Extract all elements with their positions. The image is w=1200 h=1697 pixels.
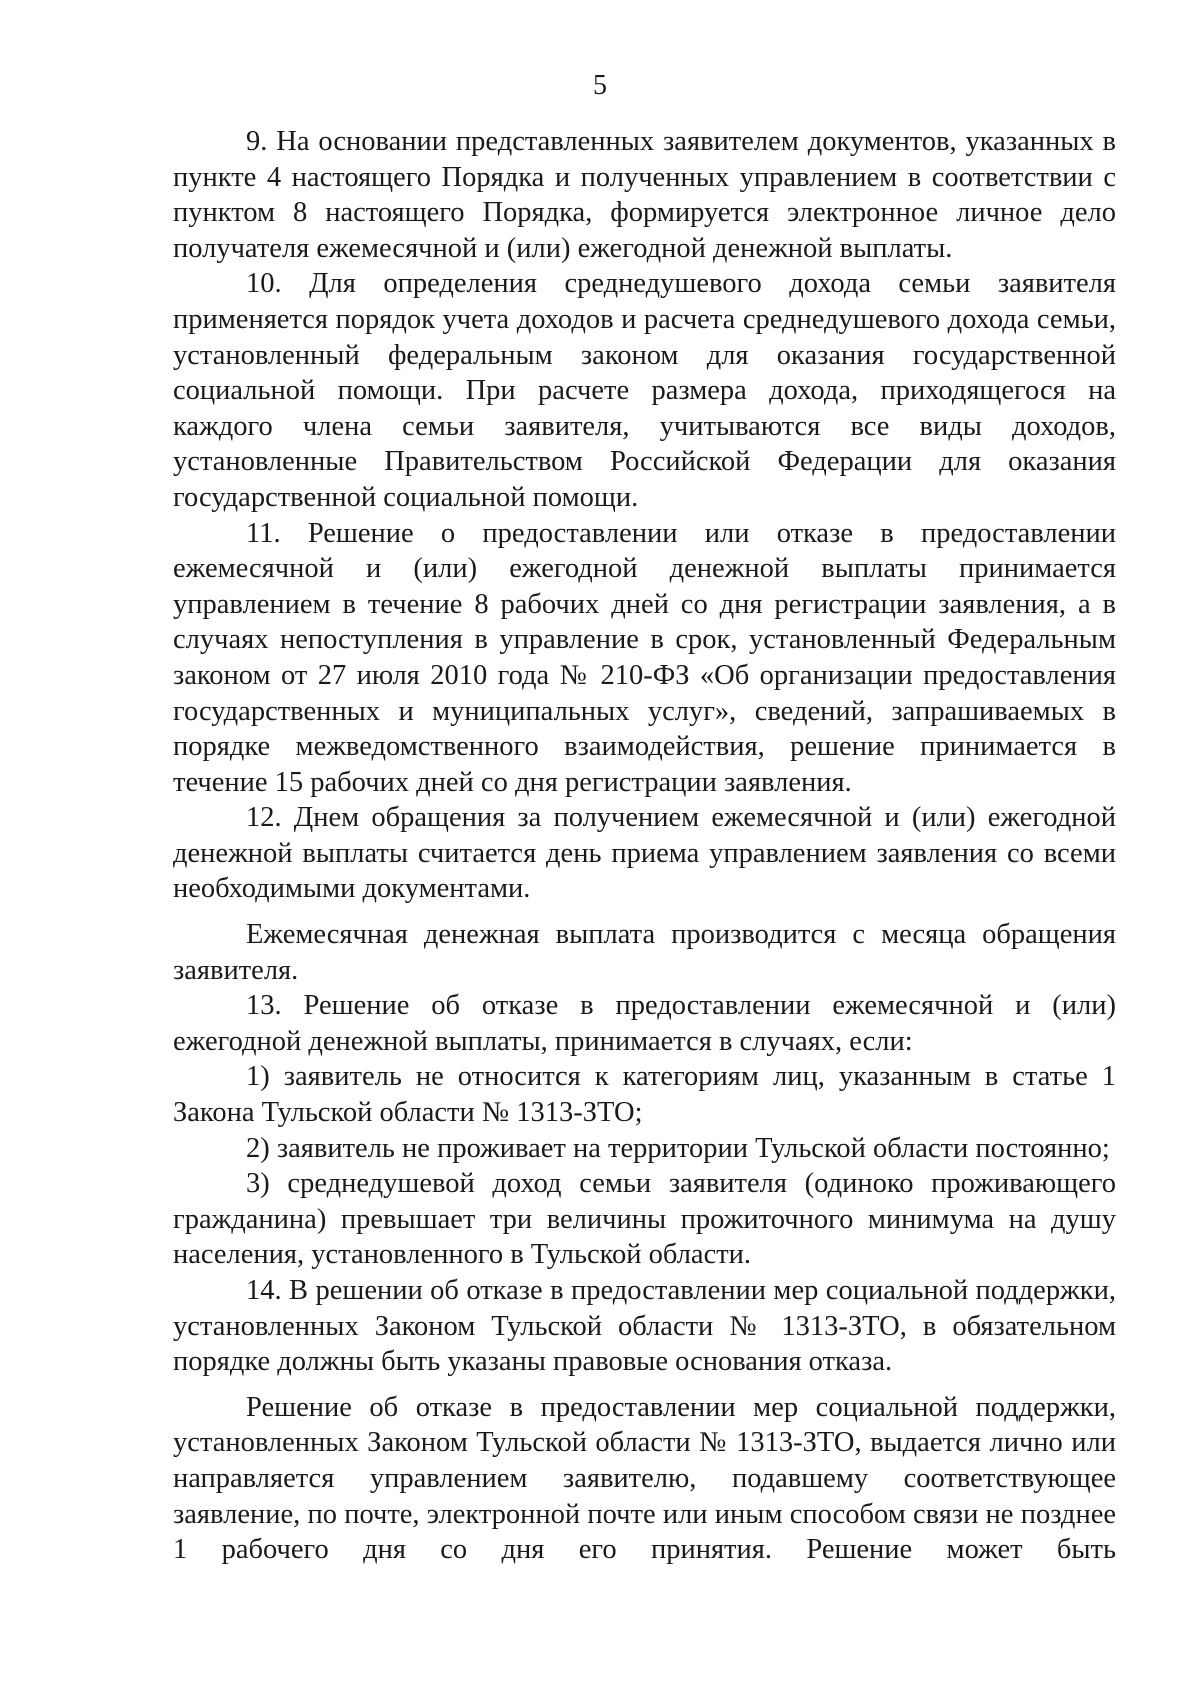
paragraph-13-item-2: 2) заявитель не проживает на территории Тульской области постоянно; xyxy=(246,1132,1110,1164)
paragraph-11: 11. Решение о предоставлении или отказе в предоставлении ежемесячной и (или) ежегодной денежной выплаты принимается управлением в течение 8 рабочих дней со дня регистрации заявления, а в случаях непоступления в управление в срок, установленный Федеральным законом от 27 июля 2010 года № 210-ФЗ «Об организации предоставления государственных и муниципальных услуг», сведений, запрашиваемых в порядке межведомственного взаимодействия, решение принимается в течение 15 рабочих дней со дня регистрации заявления. xyxy=(173,517,1116,798)
paragraph-14: 14. В решении об отказе в предоставлении мер социальной поддержки, установленных Законом Тульской области № 1313-ЗТО, в обязательном порядке должны быть указаны правовые основания отказа. xyxy=(173,1275,1116,1378)
paragraph-10: 10. Для определения среднедушевого дохода семьи заявителя применяется порядок учета доходов и расчета среднедушевого дохода семьи, установленный федеральным законом для оказания государственной социальной помощи. При расчете размера дохода, приходящегося на каждого члена семьи заявителя, учитываются все виды доходов, установленные Правительством Российской Федерации для оказания государственной социальной помощи. xyxy=(173,268,1116,513)
document-body xyxy=(173,124,1116,1568)
paragraph-14-refusal-delivery: Решение об отказе в предоставлении мер социальной поддержки, установленных Законом Тульской области № 1313-ЗТО, выдается лично или направляется управлением заявителю, подавшему соответствующее заявление, по почте, электронной почте или иным способом связи не позднее 1 рабочего дня со дня его принятия. Решение может быть xyxy=(173,1391,1116,1566)
paragraph-13-item-3: 3) среднедушевой доход семьи заявителя (одиноко проживающего гражданина) превышает три величины прожиточного минимума на душу населения, установленного в Тульской области. xyxy=(173,1168,1116,1271)
paragraph-9: 9. На основании представленных заявителем документов, указанных в пункте 4 настоящего Порядка и полученных управлением в соответствии с пунктом 8 настоящего Порядка, формируется электронное личное дело получателя ежемесячной и (или) ежегодной денежной выплаты. xyxy=(173,126,1116,264)
page-number: 5 xyxy=(593,70,607,101)
paragraph-13-item-1: 1) заявитель не относится к категориям лиц, указанным в статье 1 Закона Тульской области № 1313-ЗТО; xyxy=(173,1061,1116,1129)
paragraph-12: 12. Днем обращения за получением ежемесячной и (или) ежегодной денежной выплаты считается день приема управлением заявления со всеми необходимыми документами. xyxy=(173,802,1116,905)
paragraph-13: 13. Решение об отказе в предоставлении ежемесячной и (или) ежегодной денежной выплаты, принимается в случаях, если: xyxy=(173,990,1116,1057)
paragraph-12-monthly-payment: Ежемесячная денежная выплата производится с месяца обращения заявителя. xyxy=(173,919,1116,986)
